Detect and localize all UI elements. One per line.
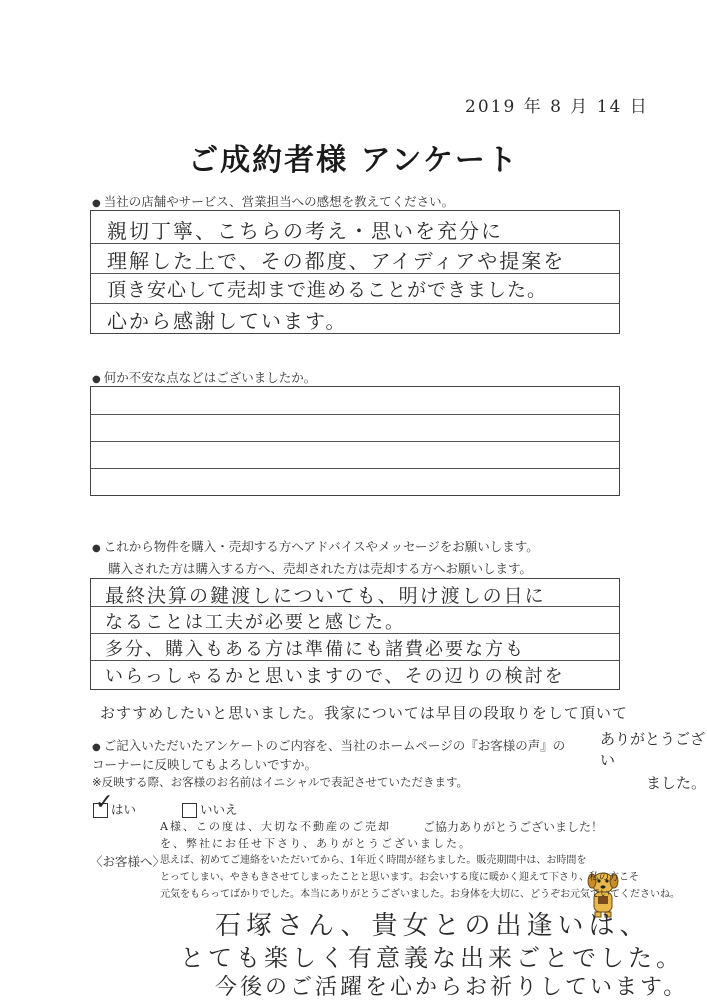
check-mark-icon: ✓ (95, 790, 114, 815)
message-line-5: 元気をもらってばかりでした。本当にありがとうございました。お身体を大切に、どうぞお元気でいてくださいね。 (160, 889, 680, 900)
answer-box-3 (90, 578, 620, 690)
answer-3-line-2: なることは工夫が必要と感じた。 (105, 612, 405, 633)
page-title: ご成約者様 アンケート (188, 143, 519, 178)
closing-line-2: とても楽しく有意義な出来ごとでした。 (180, 944, 684, 972)
answer-1-line-2: 理解した上で、その都度、アイディアや提案を (107, 249, 566, 273)
closing-line-1: 石塚さん、貴女との出逢いは、 (215, 911, 651, 941)
option-no[interactable] (182, 800, 238, 818)
answer-3-line-5: おすすめしたいと思いました。我家については早目の段取りをして頂いて (100, 704, 628, 722)
answer-1-line-4: 心から感謝しています。 (107, 309, 348, 333)
answer-1-line-3: 頂き安心して売却まで進めることができました。 (107, 279, 548, 301)
question-4-line-1: ● ご記入いただいたアンケートのご内容を、当社のホームページの『お客様の声』の (92, 736, 565, 754)
answer-3-line-3: 多分、購入もある方は準備にも諸費必要な方も (105, 639, 525, 660)
no-label: いいえ (200, 802, 238, 817)
message-line-3: 思えば、初めてご連絡をいただいてから、1年近く時間が経ちました。販売期間中は、お時間を (160, 855, 587, 866)
question-3-sub: 購入された方は購入する方へ、売却された方は売却する方へお願いします。 (108, 561, 533, 576)
closing-line-3: 今後のご活躍を心からお祈りしています。 (215, 975, 689, 1000)
question-4-note: ※反映する際、お客様のお名前はイニシャルで表記させていただきます。 (92, 775, 469, 789)
question-3: ● これから物件を購入・売却する方へアドバイスやメッセージをお願いします。 (92, 537, 539, 555)
question-2: ● 何か不安な点などはございましたか。 (92, 368, 316, 386)
thanks-text: ご協力ありがとうございました！ (423, 820, 604, 834)
question-4-line-2: コーナーに反映してもよろしいですか。 (92, 757, 318, 772)
answer-3-line-4: いらっしゃるかと思いますので、その辺りの検討を (105, 666, 565, 687)
margin-note-1: ありがとうござい (600, 730, 706, 769)
answer-1-line-1: 親切丁寧、こちらの考え・思いを充分に (107, 219, 503, 243)
message-line-1: A様、この度は、大切な不動産のご売却 (160, 820, 391, 833)
no-checkbox[interactable] (182, 803, 197, 818)
to-customer-label: 〈お客様へ〉 (90, 854, 166, 869)
answer-box-2 (90, 386, 620, 496)
message-line-4: とってしまい、やきもきさせてしまったことと思います。お会いする度に暖かく迎えて下さり、私の方こそ (160, 872, 639, 883)
question-1: ● 当社の店舗やサービス、営業担当への感想を教えてください。 (92, 192, 454, 210)
yes-label: はい (111, 802, 137, 817)
message-line-2: を、弊社にお任せ下さり、ありがとうございました。 (160, 837, 472, 850)
survey-date: 2019 年 8 月 14 日 (465, 97, 649, 117)
margin-note-2: ました。 (646, 774, 707, 792)
answer-box-1 (90, 210, 620, 334)
answer-3-line-1: 最終決算の鍵渡しについても、明け渡しの日に (105, 585, 546, 607)
